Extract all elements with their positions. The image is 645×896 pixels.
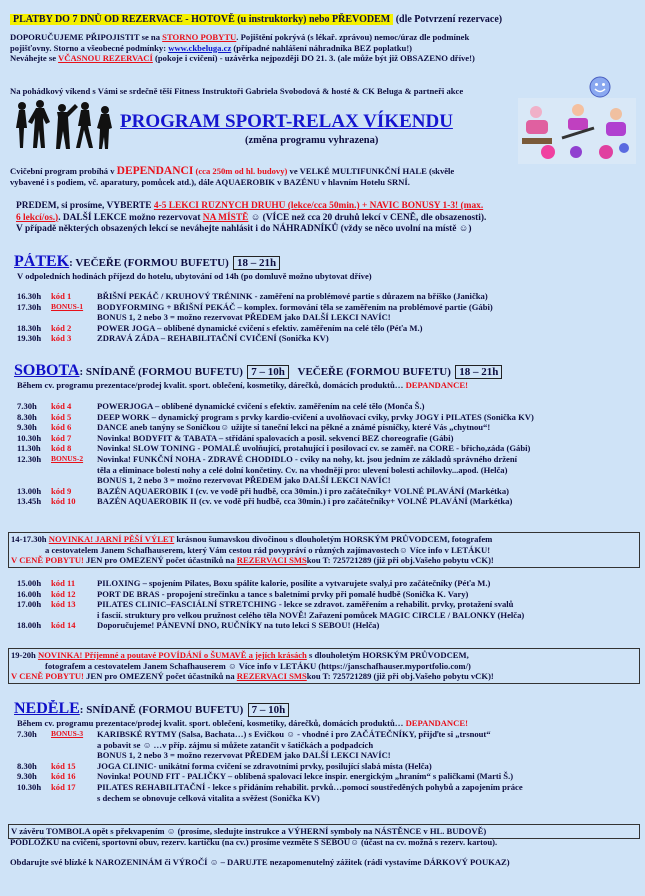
row-time: 7.30h — [17, 401, 37, 411]
row-code: kód 14 — [51, 620, 76, 631]
row-code: kód 15 — [51, 760, 76, 771]
schedule-row — [17, 750, 639, 761]
row-code: BONUS-3 — [51, 729, 84, 738]
row-time: 19.30h — [17, 333, 42, 344]
row-description: s dechem se obnovuje celková vitalita a svěžest (Sonička KV) — [97, 792, 320, 803]
row-description: PILATES CLINIC–FASCIÁLNÍ STRETCHING - lekce se zdravot. zaměřením a rehabilit. prvky, protažení svalů — [97, 599, 514, 610]
schedule-row — [17, 401, 639, 412]
row-description: těla a eliminace bolestí nohy a celé dolní končetiny. Cv. na vhodnějí pro: ulevení bolesti achilovky...apod. (Helča) — [97, 464, 508, 475]
schedule-row — [17, 454, 639, 465]
schedule-row — [17, 610, 639, 621]
row-description: BONUS 1, 2 nebo 3 = možno rezervovat PŘEDEM jako DALŠÍ LEKCI NAVÍC! — [97, 312, 391, 323]
row-description: POWER JOGA – oblíbené dynamické cvičení s efektiv. zaměřením na celé tělo (Péťa M.) — [97, 322, 423, 333]
row-time: 18.30h — [17, 322, 42, 333]
row-code — [51, 465, 97, 476]
schedule-row — [17, 412, 639, 423]
trip-box-1: 14-17.30h NOVINKA! JARNÍ PĚŠÍ VÝLET krásnou šumavskou divočinou s dlouholetým HORSKÝM PRŮVODCEM, fotografem a cestovatelem Janem Schafhauserem, který Vám cestou rád povypráví o různých zajímavostech☺ Více info v LETÁKU! V CENĚ POBYTU! JEN pro OMEZENÝ počet účastníků na REZERVACI SMSkou T: 725721289 (již při obj.Vašeho pobytu vCK)! — [8, 532, 640, 568]
row-code: kód 11 — [51, 578, 76, 588]
row-code — [51, 475, 97, 486]
row-time: 9.30h — [17, 771, 37, 782]
footer-equipment: PODLOŽKU na cvičení, sportovní obuv, rezerv. kartičku (na cv.) prosíme vezměte S SEBOU☺ (účast na cv. možná s rezerv. kartou). — [10, 837, 498, 847]
sunday-note: Během cv. programu prezentace/prodej kvalit. sport. oblečení, kosmetiky, dárečků, domácích produktů… DEPANDANCE! — [17, 718, 468, 728]
row-code: kód 5 — [51, 411, 72, 422]
row-description: BAZÉN AQUAEROBIK II (cv. ve vodě při hudbě, cca 30min.) i pro začátečníky+ VOLNÉ PLAVÁNÍ (Markétka) — [97, 496, 513, 507]
row-time — [17, 475, 51, 486]
row-description: PORT DE BRAS - propojení strečinku a tance s baletními prvky při pomalé hudbě (Sonička K. Vary) — [97, 588, 469, 599]
schedule-row — [17, 422, 639, 433]
row-code: kód 2 — [51, 322, 72, 333]
schedule-row — [17, 486, 639, 497]
row-description: JOGA CLINIC- unikátní forma cvičení se zdravotními prvky, posilující slabá místa (Helča) — [97, 760, 432, 771]
row-code: kód 1 — [51, 291, 72, 301]
row-time: 10.30h — [17, 432, 42, 443]
sunday-schedule — [17, 729, 639, 803]
schedule-row — [17, 465, 639, 476]
row-time — [17, 312, 51, 323]
row-description: Novinka! FUNKČNÍ NOHA - ZDRAVÉ CHODIDLO - cviky na nohy, kt. jsou jedním ze základů správného držení — [97, 453, 518, 464]
row-code: kód 8 — [51, 443, 72, 454]
row-description: Novinka! BODYFIT & TABATA – střídání spalovacích a posil. sekvencí BEZ choreografie (Gábi) — [97, 432, 454, 443]
row-time — [17, 740, 51, 751]
row-time: 18.00h — [17, 620, 42, 631]
greeting-line: Na pohádkový víkend s Vámi se srdečně těší Fitness Instruktoři Gabriela Svobodová & hosté & CK Beluga & partneři akce — [10, 86, 464, 96]
schedule-row — [17, 729, 639, 740]
schedule-row — [17, 496, 639, 507]
footer-gift: Obdarujte své blízké k NAROZENINÁM či VÝROČÍ ☺ – DARUJTE nezapomenutelný zážitek (rádi vystavíme DÁRKOVÝ POUKAZ) — [10, 857, 510, 867]
schedule-row — [17, 443, 639, 454]
saturday-schedule — [17, 401, 639, 507]
schedule-row — [17, 599, 639, 610]
row-description: BŘIŠNÍ PEKÁČ / KRUHOVÝ TRÉNINK - zaměření na problémové partie s důrazem na bříško (Janička) — [97, 291, 488, 301]
schedule-row — [17, 782, 639, 793]
schedule-row — [17, 302, 639, 313]
schedule-row — [17, 333, 639, 344]
row-time — [17, 465, 51, 476]
saturday-afternoon-schedule — [17, 578, 639, 631]
ckbeluga-link[interactable]: www.ckbeluga.cz — [168, 42, 232, 53]
row-time: 12.30h — [17, 453, 42, 464]
row-description: PILATES REHABILITAČNÍ - lekce s přidáním rehabilit. prvků…pomocí soustředěných pohybů a zapojením práce — [97, 781, 523, 792]
row-time: 17.30h — [17, 301, 42, 312]
row-time: 16.00h — [17, 588, 42, 599]
row-description: DANCE aneb tanýny se Soničkou☺ užijte si taneční lekci na pěkné a známé písničky, které Vás „chytnou“! — [97, 422, 491, 433]
row-code: kód 16 — [51, 771, 76, 782]
payment-line: PLATBY DO 7 DNŮ OD REZERVACE - HOTOVĚ (u instruktorky) nebo PŘEVODEM (dle Potvrzení rezervace) — [10, 13, 638, 26]
schedule-row — [17, 740, 639, 751]
friday-schedule — [17, 291, 639, 344]
storno-link[interactable]: STORNO POBYTU — [162, 32, 237, 42]
row-code: BONUS-2 — [51, 453, 84, 463]
schedule-row — [17, 589, 639, 600]
row-description: Novinka! POUND FIT - PALIČKY – oblíbená spalovací lekce inspir. energickým „hraním“ s paličkami (Marti Š.) — [97, 771, 514, 782]
row-description: i fascií. struktury pro velkou pružnost celého těla NOVĚ! Zařazení pomůcek MAGIC CIRCLE / BALONKY (Helča) — [97, 609, 525, 620]
row-description: BONUS 1, 2 nebo 3 = možno rezervovat PŘEDEM jako DALŠÍ LEKCI NAVÍC! — [97, 750, 391, 761]
intro-block-2: PŘEDEM, si prosíme, VYBERTE 4-5 LEKCÍ RŮZNÝCH DRUHŮ (lekce/cca 50min.) + NAVÍC BONUSY 1-3! (max. 6 lekcí/os.). DALŠÍ LEKCE možno rezervovat NA MÍSTĚ ☺ (VÍCE než cca 20 druhů lekcí v CENĚ, dle obsazenosti). V případě některých obsazených lekcí se neváhejte nahlásit i do NÁHRADNÍKŮ (vždy se něco uvolní na místě ☺) — [16, 201, 487, 234]
sunday-title: NEDĚLE — [14, 700, 80, 717]
row-code: kód 4 — [51, 401, 72, 411]
row-code: kód 17 — [51, 781, 76, 792]
row-time — [17, 750, 51, 761]
intro-block-1: Cvičební program probíhá v DEPENDANCI (cca 250m od hl. budovy) ve VELKÉ MULTIFUNKČNÍ HALE (skvěle vybavené i s podiem, vč. aparatury, pomůcek atd.), dále AQUAEROBIK v BAZÉNU v hlavním Hotelu SRNÍ. — [10, 166, 455, 187]
sunday-header: NEDĚLE: SNÍDANĚ (FORMOU BUFETU) 7 – 10h — [14, 700, 642, 718]
row-code: BONUS-1 — [51, 301, 84, 311]
page-title: PROGRAM SPORT-RELAX VÍKENDU — [120, 111, 453, 132]
schedule-row — [17, 475, 639, 486]
row-time: 8.30h — [17, 411, 37, 422]
row-description: Doporučujeme! PÁNEVNÍ DNO, RUČNÍKY na tuto lekci S SEBOU! (Helča) — [97, 620, 380, 631]
schedule-row — [17, 793, 639, 804]
schedule-row — [17, 761, 639, 772]
row-code — [51, 312, 97, 323]
row-time: 15.00h — [17, 578, 42, 588]
schedule-row — [17, 312, 639, 323]
friday-title: PÁTEK — [14, 253, 70, 270]
row-code: kód 12 — [51, 588, 76, 599]
insurance-block: DOPORUČUJEME PŘIPOJISTIT se na STORNO POBYTU. Pojištění pokrývá (s lékař. zprávou) nemoc/úraz dle podmínek pojišťovny. Storno a všeobecné podmínky: www.ckbeluga.cz (případné nahlášení náhradníka BEZ poplatku!) Neváhejte se VČASNOU REZERVACÍ (pokoje i cvičení) - uzávěrka nejpozději DO 21. 3. (ale může být již OBSAZENO dříve!) — [10, 32, 475, 64]
row-description: DEEP WORK – dynamický program s prvky kardio-cvičení a uvolňovací cviky, prvky JOGY i PILATES (Sonička KV) — [97, 411, 534, 422]
row-time: 17.00h — [17, 599, 42, 610]
row-code — [51, 740, 97, 751]
row-code — [51, 793, 97, 804]
saturday-header: SOBOTA: SNÍDANĚ (FORMOU BUFETU) 7 – 10h VEČEŘE (FORMOU BUFETU) 18 – 21h — [14, 362, 642, 380]
tombola-box: V závěru TOMBOLA opět s překvapením ☺ (prosíme, sledujte instrukce a VÝHERNÍ symboly na NÁSTĚNCE v HL. BUDOVĚ) — [8, 824, 640, 839]
row-time: 16.30h — [17, 291, 42, 301]
friday-dinner-time: 18 – 21h — [233, 256, 280, 270]
row-code: kód 7 — [51, 432, 72, 443]
row-time: 10.30h — [17, 781, 42, 792]
row-description: POWERJOGA – oblíbené dynamické cvičení s efektiv. zaměřením na celé tělo (Monča Š.) — [97, 401, 425, 411]
row-description: ZDRAVÁ ZÁDA – REHABILITAČNÍ CVIČENÍ (Sonička KV) — [97, 333, 329, 344]
friday-header: PÁTEK: VEČEŘE (FORMOU BUFETU) 18 – 21h — [14, 253, 642, 271]
row-code: kód 9 — [51, 485, 72, 496]
row-description: BONUS 1, 2 nebo 3 = možno rezervovat PŘEDEM jako DALŠÍ LEKCI NAVÍC! — [97, 475, 391, 486]
payment-highlight: PLATBY DO 7 DNŮ OD REZERVACE - HOTOVĚ (u instruktorky) nebo PŘEVODEM — [10, 14, 393, 25]
row-time — [17, 610, 51, 621]
row-description: KARIBSKÉ RYTMY (Salsa, Bachata…) s Evičkou ☺ - vhodné i pro ZAČÁTEČNÍKY, přijďte si „trsnout“ — [97, 729, 491, 739]
friday-note: V odpoledních hodinách příjezd do hotelu, ubytování od 14h (po domluvě možno ubytovat dříve) — [17, 271, 372, 281]
smiley-icon — [589, 76, 611, 98]
row-code: kód 6 — [51, 422, 72, 433]
row-time: 13.45h — [17, 496, 42, 507]
row-time: 13.00h — [17, 485, 42, 496]
row-time: 9.30h — [17, 422, 37, 433]
row-time: 7.30h — [17, 729, 37, 739]
row-code: kód 10 — [51, 496, 76, 507]
page-subtitle: (změna programu vyhrazena) — [245, 135, 379, 146]
row-description: BAZÉN AQUAEROBIK I (cv. ve vodě při hudbě, cca 30min.) i pro začátečníky+ VOLNÉ PLAVÁNÍ (Markétka) — [97, 485, 509, 496]
row-time — [17, 793, 51, 804]
trip-box-2: 19-20h NOVINKA! Příjemné a poutavé POVÍDÁNÍ o ŠUMAVĚ a jejích krásách s dlouholetým HORSKÝM PRŮVODCEM, fotografem a cestovatelem Janem Schafhauserem ☺ Více info v LETÁKU (https://janschafhauser.myportfolio.com/) V CENĚ POBYTU! JEN pro OMEZENÝ počet účastníků na REZERVACI SMSkou T: 725721289 (již při obj.Vašeho pobytu vCK)! — [8, 648, 640, 684]
schedule-row — [17, 323, 639, 334]
row-description: BODYFORMING + BŘIŠNÍ PEKÁČ – komplex. formování těla se zaměřením na problémové partie (Gábi) — [97, 301, 493, 312]
row-time: 11.30h — [17, 443, 41, 454]
reservation-link[interactable]: VČASNOU REZERVACÍ — [58, 53, 153, 64]
fitness-photos-icon — [518, 98, 636, 164]
saturday-title: SOBOTA — [14, 362, 80, 379]
row-time: 8.30h — [17, 760, 37, 771]
row-description: a pobavit se ☺ …v příp. zájmu si můžete zatančit v šatičkách a podpadcích — [97, 739, 374, 750]
schedule-row — [17, 620, 639, 631]
row-code: kód 13 — [51, 599, 76, 610]
schedule-row — [17, 771, 639, 782]
row-description: PILOXING – spojením Pilates, Boxu spálíte kalorie, posílíte a vytvarujete svaly,i pro začátečníky (Péťa M.) — [97, 578, 491, 588]
row-code — [51, 750, 97, 761]
schedule-row — [17, 291, 639, 302]
saturday-note: Během cv. programu prezentace/prodej kvalit. sport. oblečení, kosmetiky, dárečků, domácích produktů… DEPANDANCE! — [17, 380, 468, 390]
row-description: Novinka! SLOW TONING - POMALÉ uvolňující, protahující i posilovací cv. se zaměř. na CORE - břicho,záda (Gábi) — [97, 443, 531, 454]
fitness-silhouettes-icon — [10, 98, 115, 160]
schedule-row — [17, 433, 639, 444]
row-code: kód 3 — [51, 333, 72, 344]
schedule-row — [17, 578, 639, 589]
row-code — [51, 610, 97, 621]
